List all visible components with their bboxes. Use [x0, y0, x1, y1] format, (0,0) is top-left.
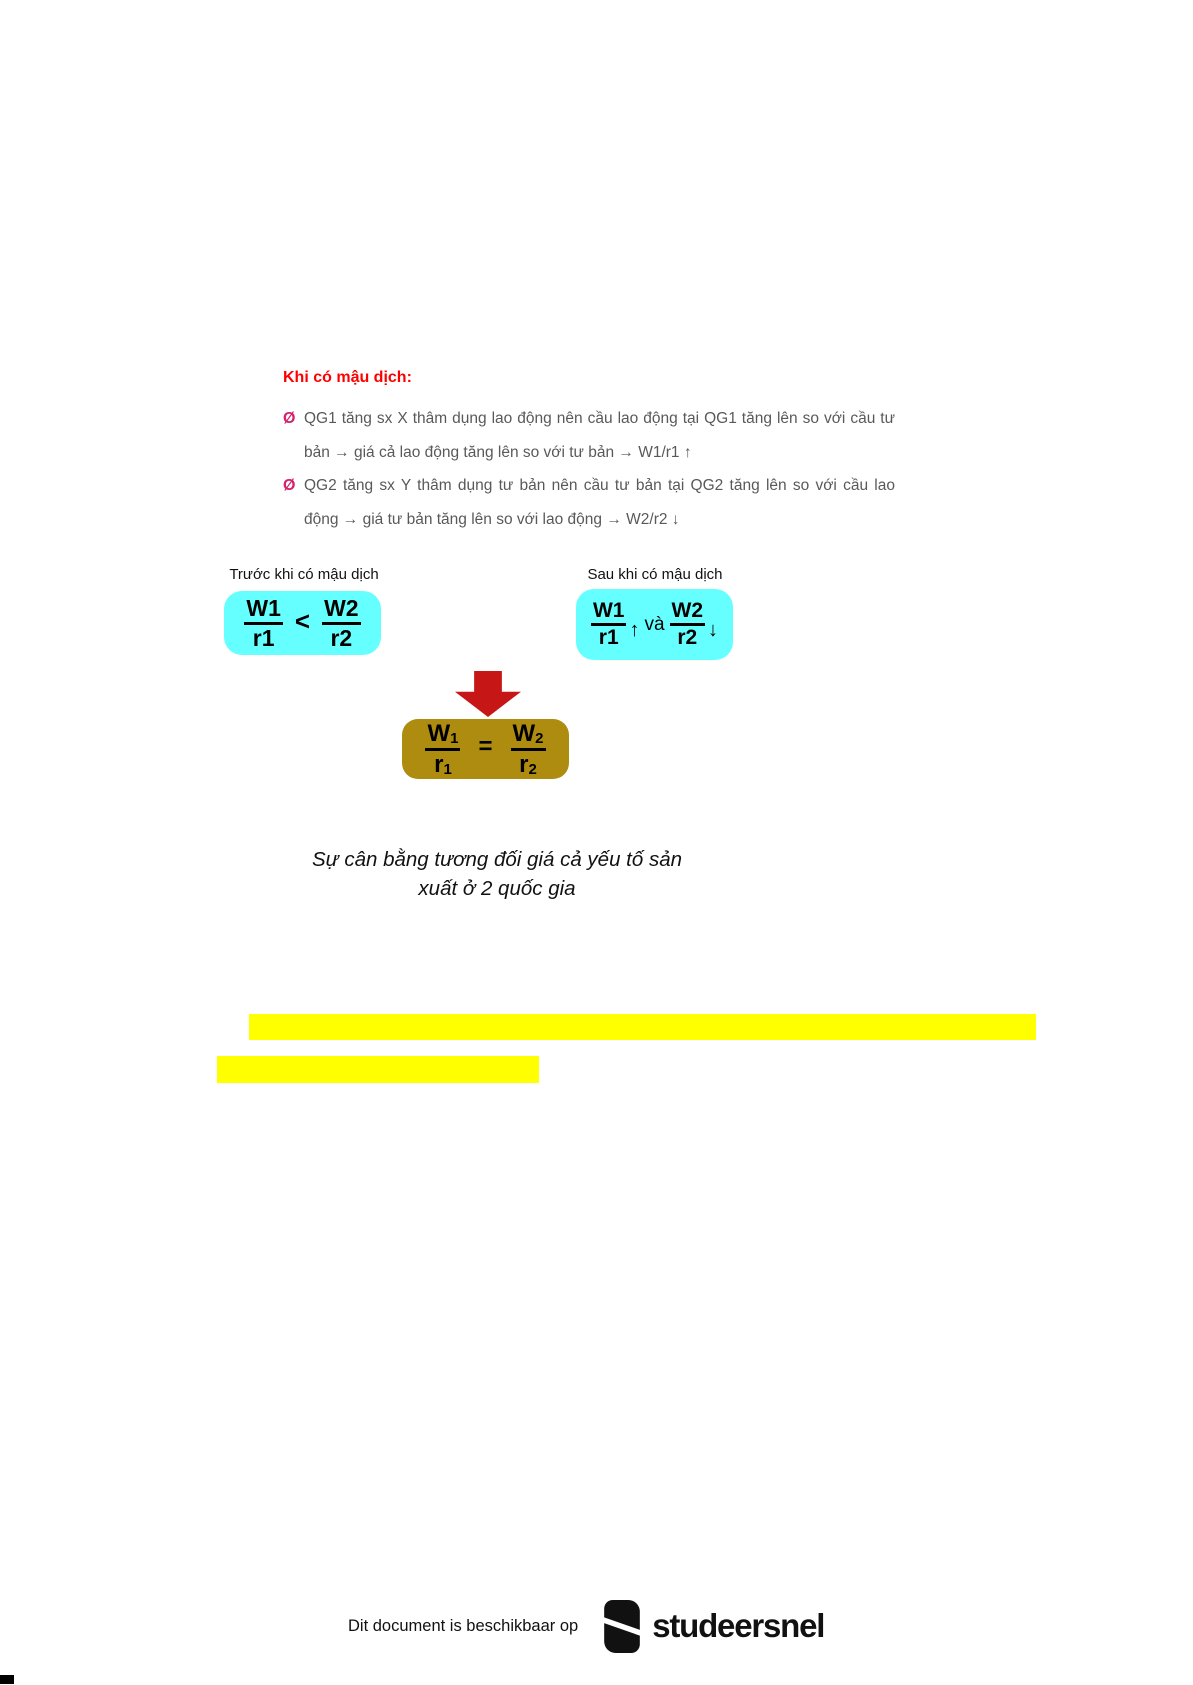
fraction-w2-r2: [322, 596, 361, 649]
fraction-denominator: r1: [252, 624, 275, 651]
caption-line: xuất ở 2 quốc gia: [418, 877, 576, 900]
fraction-w1-r1: [425, 721, 460, 778]
bullet-marker-icon: Ø: [283, 477, 296, 494]
studeersnel-logo-icon: [598, 1600, 646, 1653]
bullet-item: [283, 469, 895, 536]
bullet-text: QG2 tăng sx Y thâm dụng tư bản nên cầu tư bản tại QG2 tăng lên so với cầu lao động → giá tư bản tăng lên so với lao động → W2/r2 ↓: [304, 477, 895, 528]
fraction-denominator: r1: [598, 626, 619, 649]
diagram-caption: [256, 845, 738, 903]
studeersnel-logo: [598, 1600, 824, 1653]
down-arrow-icon: ↓: [708, 619, 719, 641]
fraction-numerator: W2: [511, 721, 546, 751]
equilibrium-formula-box: [402, 719, 569, 779]
studeersnel-wordmark: studeersnel: [652, 1607, 825, 1644]
fraction-numerator: W1: [591, 600, 627, 626]
fraction-denominator: r2: [519, 750, 537, 778]
section-heading: Khi có mậu dịch:: [283, 369, 412, 386]
after-trade-label: Sau khi có mậu dịch: [587, 566, 723, 583]
fraction-denominator: r2: [677, 626, 698, 649]
highlight-bar: [217, 1056, 539, 1083]
highlight-bar: [249, 1014, 1036, 1040]
availability-text: Dit document is beschikbaar op: [348, 1616, 579, 1635]
fraction-denominator: r2: [330, 624, 353, 651]
bullet-text: QG1 tăng sx X thâm dụng lao động nên cầu lao động tại QG1 tăng lên so với cầu tư bản → giá cả lao động tăng lên so với tư bản → W1/r1 ↑: [304, 410, 895, 461]
before-trade-formula-box: [224, 591, 381, 655]
bullet-marker-icon: Ø: [283, 410, 296, 427]
footer: [348, 1597, 824, 1655]
fraction-numerator: W1: [425, 721, 460, 751]
caption-line: Sự cân bằng tương đối giá cả yếu tố sản: [311, 848, 683, 871]
fraction-numerator: W2: [322, 596, 361, 624]
up-arrow-icon: ↑: [629, 619, 640, 641]
after-trade-formula-box: [576, 589, 733, 660]
conjunction-text: và: [644, 613, 665, 635]
fraction-denominator: r1: [434, 750, 452, 778]
bullet-item: [283, 402, 895, 469]
fraction-w2-r2: [511, 721, 546, 778]
down-block-arrow-icon: [455, 671, 521, 717]
fraction-w1-r1: [244, 596, 283, 649]
fraction-numerator: W2: [670, 600, 706, 626]
less-than-operator: <: [294, 605, 311, 636]
fraction-numerator: W1: [244, 596, 283, 624]
equals-operator: =: [478, 733, 493, 760]
fraction-w2-r2: [670, 600, 706, 649]
before-trade-label: Trước khi có mậu dịch: [229, 566, 379, 583]
notes-section: [283, 368, 895, 536]
page-corner-mark: [0, 1675, 14, 1684]
fraction-w1-r1: [591, 600, 627, 649]
